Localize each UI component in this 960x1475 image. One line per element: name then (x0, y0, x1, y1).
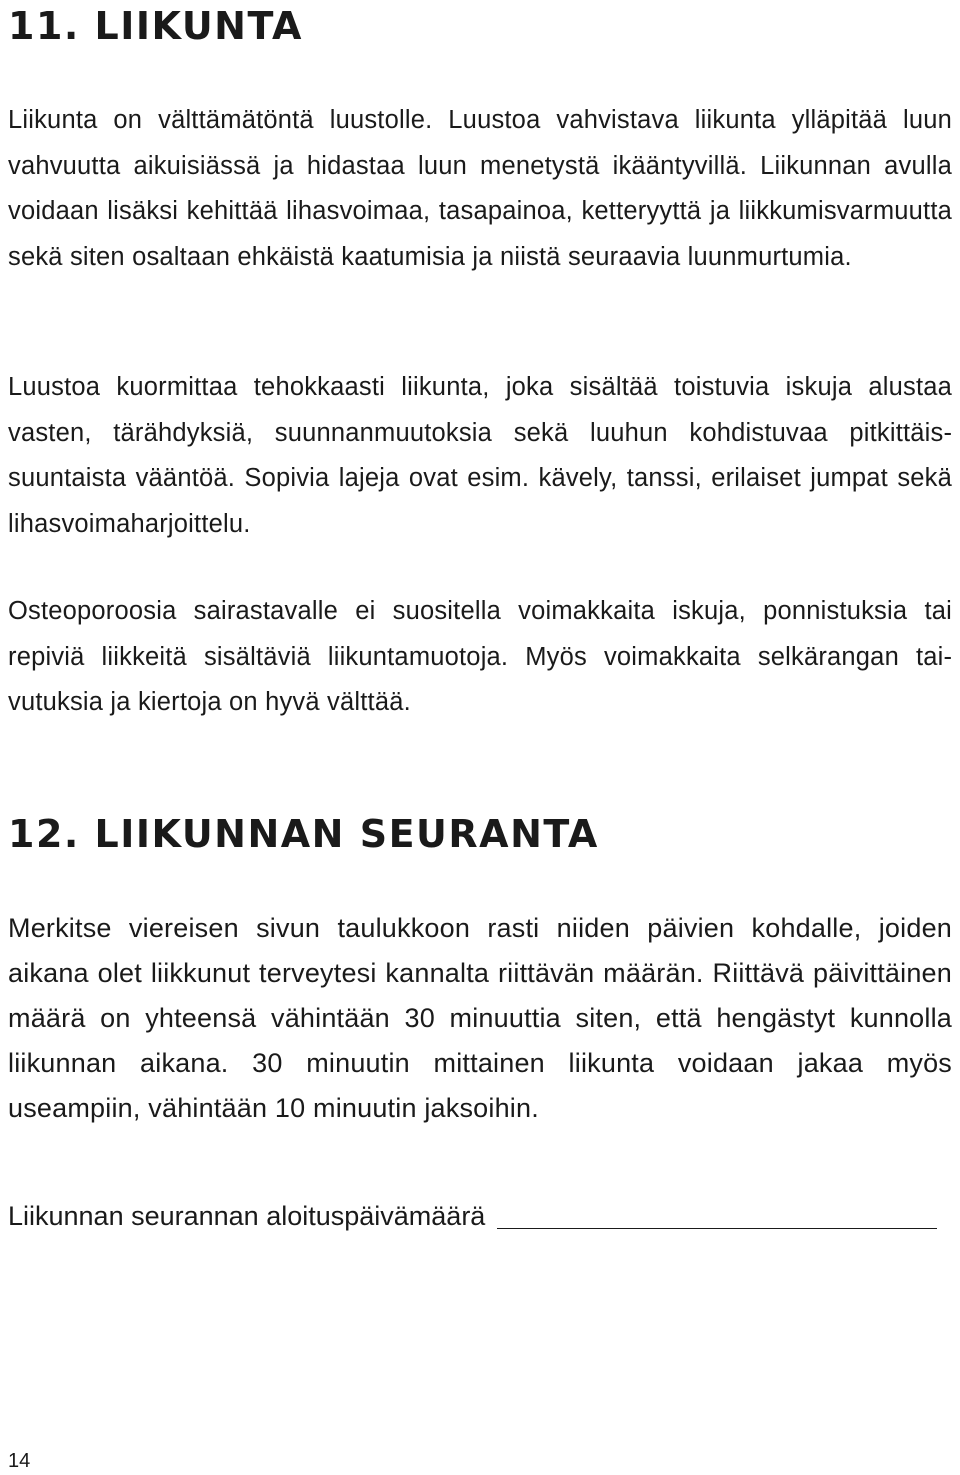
section-12-paragraph: Merkitse viereisen sivun taulukkoon rasti niiden päivien kohdalle, joiden aikana olet liikkunut terveytesi kannalta riittävän määrän. Riittävä päivittäinen määrä on yhteensä vähintään 30 minuuttia siten, että hengästyt kunnolla liikunnan aikana. 30 minuutin mittainen liikunta voidaan jakaa myös useampiin, vähintään 10 minuutin jaksoihin. (8, 913, 952, 1123)
section-11-paragraph-1: Liikunta on välttämätöntä luustolle. Luustoa vahvistava liikunta ylläpitää luun vahvuutta aikuisiässä ja hidastaa luun menetystä ikääntyvillä. Liikunnan avulla voidaan lisäksi kehittää lihasvoimaa, tasapainoa, ketteryyttä ja liikkumisvarmuutta sekä siten osaltaan ehkäistä kaatumisia ja niistä seuraavia luunmurtumia. (8, 106, 952, 271)
section-11-paragraph-2: Luustoa kuormittaa tehokkaasti liikunta, joka sisältää toistuvia iskuja alustaa vasten, tärähdyksiä, suunnanmuutoksia sekä luuhun kohdistuvaa pitkittäissuuntaista vääntöä. Sopivia lajeja ovat esim. kävely, tanssi, erilaiset jumpat sekä lihasvoimaharjoittelu. (8, 373, 952, 538)
start-date-row (8, 1194, 952, 1239)
section-11-paragraph-3: Osteoporoosia sairastavalle ei suositella voimakkaita iskuja, ponnistuksia tai repiviä liikkeitä sisältäviä liikuntamuotoja. Myös voimakkaita selkärangan taivutuksia ja kiertoja on hyvä välttää. (8, 597, 952, 716)
start-date-blank-line[interactable] (497, 1228, 937, 1229)
start-date-label: Liikunnan seurannan aloituspäivämäärä (8, 1201, 486, 1231)
page-number: 14 (8, 1450, 31, 1472)
section-12-heading: 12. LIIKUNNAN SEURANTA (8, 812, 599, 856)
section-11-heading: 11. LIIKUNTA (8, 4, 303, 48)
